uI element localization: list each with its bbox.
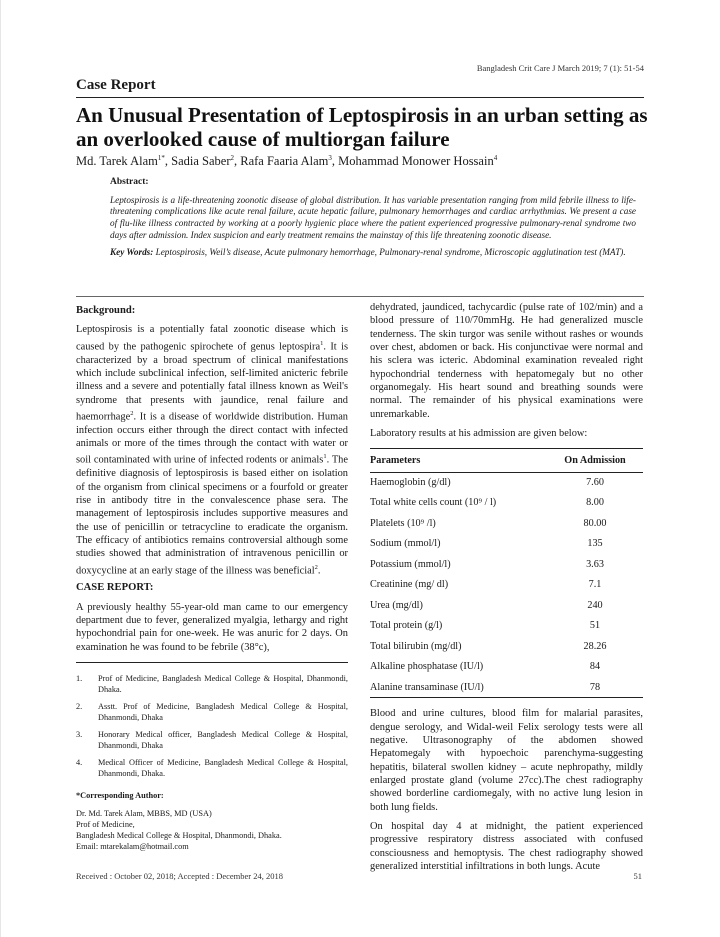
footnote-item	[76, 729, 348, 751]
parameter-cell: Haemoglobin (g/dl)	[370, 477, 451, 489]
footnote-number: 1.	[76, 674, 83, 684]
footnote-item	[76, 701, 348, 723]
table-row	[370, 636, 643, 657]
background-heading: Background:	[76, 305, 136, 316]
keywords	[110, 247, 636, 259]
affiliation-footnotes	[76, 673, 348, 779]
footnote-text: Prof of Medicine, Bangladesh Medical College & Hospital, Dhanmondi, Dhaka.	[98, 674, 348, 695]
left-column	[76, 304, 348, 852]
author-affiliation-mark: 4	[493, 154, 498, 162]
parameter-cell: Urea (mg/dl)	[370, 599, 423, 611]
background-text: . The definitive diagnosis of leptospirosis is based either on isolation of the organism from clinical specimens or a fourfold or greater rise in antibody titre in the convalescence phase sera. The management of leptospirosis includes supportive measures and the use of penicillin or tetracycline to eradicate the organism. The efficacy of antibiotics remains controversial although some studies showed that administration of intravenous penicillin or doxycycline at an early stage of the illness was beneficial	[76, 454, 348, 577]
value-cell: 8.00	[586, 497, 604, 509]
value-cell: 80.00	[583, 517, 607, 529]
value-cell: 84	[589, 661, 601, 673]
parameter-cell: Total protein (g/l)	[370, 620, 443, 632]
table-row	[370, 616, 643, 637]
value-cell: 51	[589, 620, 601, 632]
table-row	[370, 677, 643, 698]
value-cell: 7.1	[588, 579, 602, 591]
table-row	[370, 493, 643, 514]
footnote-number: 4.	[76, 758, 83, 768]
footnote-text: Honorary Medical officer, Bangladesh Medical College & Hospital, Dhanmondi, Dhaka	[98, 730, 348, 751]
author: Sadia Saber	[171, 154, 231, 169]
footnote-rule	[76, 662, 348, 663]
author-list	[76, 154, 497, 169]
author: Md. Tarek Alam	[76, 154, 158, 169]
author-separator: ,	[233, 154, 241, 169]
table-row	[370, 657, 643, 678]
parameter-cell: Platelets (10⁹ /l)	[370, 517, 436, 529]
background-text: Leptospirosis is a potentially fatal zoonotic disease which is caused by the pathogenic spirochete of genus leptospira	[76, 324, 348, 353]
abstract-text: Leptospirosis is a life-threatening zoonotic disease of global distribution. It has variable presentation ranging from mild febrile illness to life-threatening complications like acute renal failure, acute hepatic failure, pulmonary hemorrhages and cardiac arrhythmias. We present a case of flu-like illness contracted by working at a poorly hygienic place where the patient experienced progressive pulmonary-renal syndrome two days after admission. Index suspicion and early treatment remains the mainstay of this life threatening zoonotic disease.	[110, 194, 636, 240]
author: Rafa Faaria Alam	[240, 154, 329, 169]
table-row	[370, 554, 643, 575]
received-accepted-dates: Received : October 02, 2018; Accepted : December 24, 2018	[76, 871, 284, 881]
examination-paragraph: dehydrated, jaundiced, tachycardic (pulse rate of 102/min) and a blood pressure of 110/70mmHg. He had generalized muscle tenderness. The skin turgor was senile without rashes or wounds over chest, abdomen or back. His conjunctivae were normal and his sclera was icteric. Abdominal examination revealed right hypochondrial tenderness with hepatomegaly but no other organomegaly. His heart sound and breathing sounds were normal. The remainder of his physical examinations were unremarkable.	[370, 302, 643, 420]
background-text: . It is characterized by a broad spectrum of clinical manifestations which include subclinical infection, self-limited anicteric febrile illness and a severe and potentially fatal illness known as Weil's syndrome that presents with jaundice, renal failure and haemorrhage	[76, 341, 348, 423]
footnote-item	[76, 673, 348, 695]
abstract	[110, 177, 636, 258]
value-cell: 3.63	[586, 558, 604, 570]
parameter-cell: Creatinine (mg/ dl)	[370, 579, 449, 591]
footnote-text: Asstt. Prof of Medicine, Bangladesh Medical College & Hospital, Dhanmondi, Dhaka	[98, 702, 348, 723]
table-row	[370, 595, 643, 616]
investigations-paragraph: Blood and urine cultures, blood film for malarial parasites, dengue serology, and Widal-weil Felix serology tests were all negative. Ultrasonography of the abdomen showed Hepatomegaly with hypoechoic parenchyma-suggesting hepatitis, bilateral swollen kidney – acute nephropathy, mildly enlarged prostate gland (volume 27cc).The chest radiography showed borderline cardiomegaly, with no active lung lesion in both lung fields.	[370, 708, 643, 813]
citation-mark: 1	[323, 453, 327, 461]
author-affiliation-mark: 1*	[157, 154, 165, 162]
corresponding-name: Dr. Md. Tarek Alam, MBBS, MD (USA)	[76, 809, 212, 819]
corresponding-institution: Bangladesh Medical College & Hospital, Dhanmondi, Dhaka.	[76, 831, 282, 841]
corresponding-author-heading: *Corresponding Author:	[76, 791, 164, 801]
lab-results-table	[370, 448, 643, 698]
author: Mohammad Monower Hossain	[338, 154, 494, 169]
parameter-cell: Alanine transaminase (IU/l)	[370, 677, 547, 698]
table-row	[370, 472, 643, 493]
parameter-cell: Sodium (mmol/l)	[370, 538, 441, 550]
footnote-number: 3.	[76, 730, 83, 740]
abstract-heading: Abstract:	[110, 177, 149, 187]
footnote-text: Medical Officer of Medicine, Bangladesh Medical College & Hospital, Dhanmondi, Dhaka.	[98, 758, 348, 779]
footnote-number: 2.	[76, 702, 83, 712]
running-head: Bangladesh Crit Care J March 2019; 7 (1): 51-54	[476, 63, 644, 73]
keywords-text: Leptospirosis, Weil’s disease, Acute pulmonary hemorrhage, Pulmonary-renal syndrome, Microscopic agglutination test (MAT).	[155, 246, 626, 257]
parameter-cell: Total bilirubin (mg/dl)	[370, 640, 462, 652]
background-text: .	[317, 565, 321, 577]
hospital-course-paragraph: On hospital day 4 at midnight, the patient experienced progressive respiratory distress associated with confused consciousness and hemoptysis. The chest radiography showed generalized interstitial infiltrations in both lungs. Acute	[370, 821, 643, 873]
table-row	[370, 513, 643, 534]
background-paragraph	[76, 323, 348, 577]
table-row	[370, 575, 643, 596]
value-cell: 135	[587, 538, 603, 550]
value-cell: 28.26	[583, 640, 607, 652]
citation-mark: 2	[314, 563, 318, 571]
author-affiliation-mark: 3	[328, 154, 332, 162]
background-text: . It is a disease of worldwide distribution. Human infection occurs either through the direct contact with infected animals or more of the times through the contact with water or soil contaminated with urine of infected rodents or animals	[76, 411, 348, 466]
lab-intro: Laboratory results at his admission are given below:	[370, 428, 588, 440]
case-report-heading: CASE REPORT:	[76, 582, 154, 594]
corresponding-author-details	[76, 808, 348, 852]
footnote-item	[76, 757, 348, 779]
column-header-on-admission: On Admission	[547, 449, 643, 472]
citation-mark: 2	[130, 409, 134, 417]
case-report-text: A previously healthy 55-year-old man came to our emergency department due to fever, generalized myalgia, lethargy and right hypochondrial pain for one-week. He was anuric for 2 days. On examination he was found to be febrile (38°c),	[76, 601, 348, 653]
corresponding-position: Prof of Medicine,	[76, 820, 135, 830]
table-row	[370, 534, 643, 555]
parameter-cell: Potassium (mmol/l)	[370, 558, 451, 570]
author-separator: ,	[164, 154, 172, 169]
right-column	[370, 301, 643, 873]
value-cell: 78	[547, 677, 643, 698]
author-separator: ,	[331, 154, 339, 169]
header-rule	[76, 97, 644, 98]
value-cell: 240	[587, 599, 603, 611]
value-cell: 7.60	[586, 477, 604, 489]
author-affiliation-mark: 2	[230, 154, 234, 162]
section-label: Case Report	[76, 77, 156, 93]
parameter-cell: Total white cells count (10⁹ / l)	[370, 497, 497, 509]
page-number: 51	[633, 871, 642, 881]
citation-mark: 1	[320, 339, 324, 347]
abstract-divider	[76, 296, 644, 297]
corresponding-email: Email: mtarekalam@hotmail.com	[76, 842, 189, 852]
column-header-parameters: Parameters	[370, 449, 547, 472]
parameter-cell: Alkaline phosphatase (IU/l)	[370, 661, 484, 673]
article-title: An Unusual Presentation of Leptospirosis in an urban setting as an overlooked cause of multiorgan failure	[76, 103, 648, 151]
keywords-label: Key Words:	[110, 246, 154, 257]
table-header-row	[370, 449, 643, 472]
